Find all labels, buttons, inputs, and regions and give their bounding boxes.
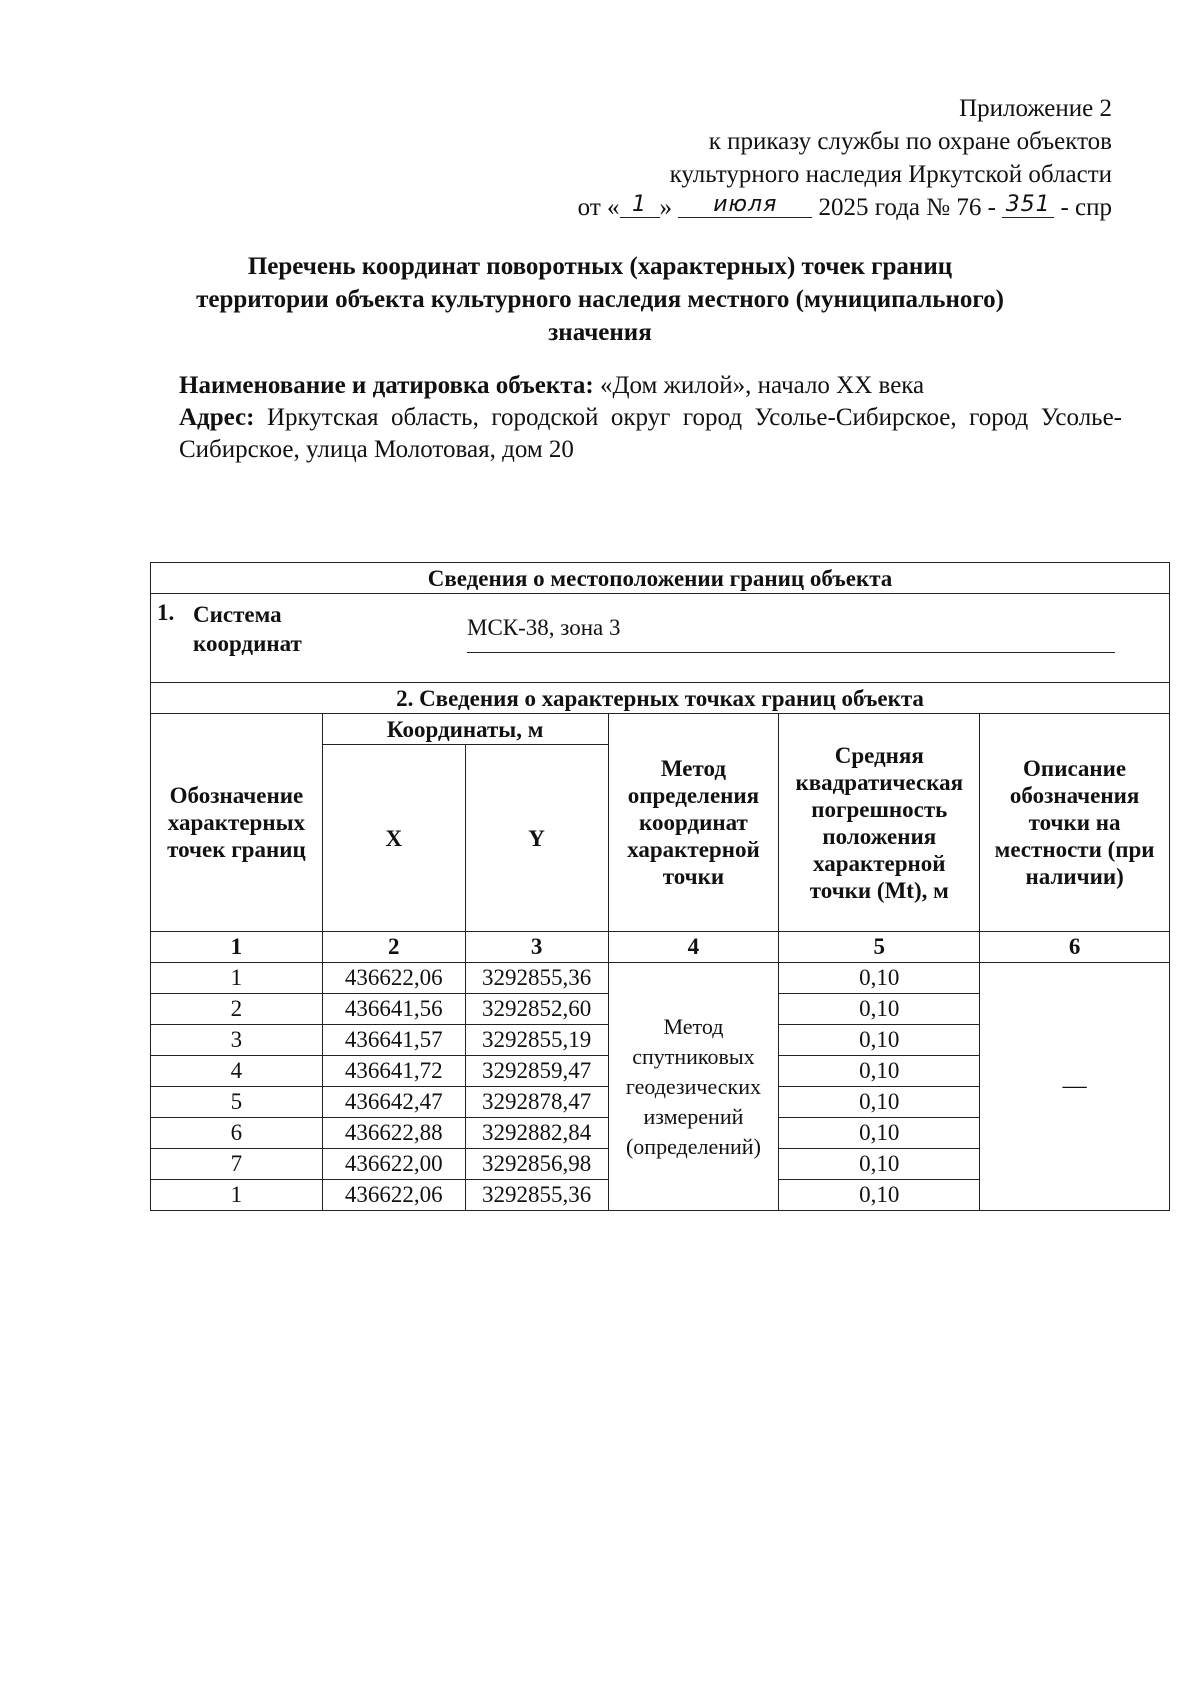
- col-number: 5: [779, 932, 980, 963]
- col-number: 1: [151, 932, 323, 963]
- accuracy-cell: 0,10: [779, 1025, 980, 1056]
- col-y-header: Y: [465, 745, 608, 932]
- point-cell: 5: [151, 1087, 323, 1118]
- date-mid: »: [659, 194, 673, 221]
- accuracy-cell: 0,10: [779, 1056, 980, 1087]
- coordinate-system-number: 1.: [157, 600, 175, 625]
- title-line-2: территории объекта культурного наследия местного (муниципального): [196, 286, 1004, 313]
- accuracy-cell: 0,10: [779, 963, 980, 994]
- col-method-header: Метод определения координат характерной точки: [608, 714, 779, 932]
- x-cell: 436622,00: [322, 1149, 465, 1180]
- x-cell: 436641,57: [322, 1025, 465, 1056]
- date-month-blank: [678, 191, 812, 218]
- order-suffix: - спр: [1060, 194, 1112, 221]
- x-cell: 436622,06: [322, 963, 465, 994]
- coordinate-system-label-2: координат: [193, 631, 302, 656]
- col-designation-header: Обозначение характерных точек границ: [151, 714, 323, 932]
- point-cell: 2: [151, 994, 323, 1025]
- col-number: 4: [608, 932, 779, 963]
- title-line-3: значения: [548, 319, 652, 346]
- order-date-line: [578, 191, 1112, 224]
- y-cell: 3292855,36: [465, 963, 608, 994]
- x-cell: 436622,06: [322, 1180, 465, 1211]
- date-day-blank: [620, 191, 660, 218]
- boundary-points-table: [150, 562, 1170, 1211]
- col-number: 6: [980, 932, 1170, 963]
- date-prefix: от «: [577, 194, 620, 221]
- y-cell: 3292852,60: [465, 994, 608, 1025]
- x-cell: 436641,56: [322, 994, 465, 1025]
- table-row: [151, 963, 1170, 994]
- order-number-blank: [1002, 191, 1054, 218]
- accuracy-cell: 0,10: [779, 994, 980, 1025]
- method-cell: Метод спутниковых геодезических измерений (определений): [608, 963, 779, 1211]
- date-month: июля: [713, 192, 778, 217]
- y-cell: 3292882,84: [465, 1118, 608, 1149]
- document-title: [150, 250, 1050, 349]
- y-cell: 3292855,19: [465, 1025, 608, 1056]
- y-cell: 3292859,47: [465, 1056, 608, 1087]
- x-cell: 436642,47: [322, 1087, 465, 1118]
- section-points-title: 2. Сведения о характерных точках границ объекта: [151, 683, 1170, 714]
- object-name-label: Наименование и датировка объекта:: [179, 372, 594, 399]
- description-cell: —: [980, 963, 1170, 1211]
- x-cell: 436641,72: [322, 1056, 465, 1087]
- col-x-header: X: [322, 745, 465, 932]
- point-cell: 1: [151, 1180, 323, 1211]
- point-cell: 6: [151, 1118, 323, 1149]
- coordinate-system-row: [151, 594, 1170, 683]
- date-year-text: 2025 года № 76 -: [818, 194, 996, 221]
- col-accuracy-header: Средняя квадратическая погрешность положения характерной точки (Mt), м: [779, 714, 980, 932]
- object-address-line: [179, 402, 1122, 466]
- object-address-value: Иркутская область, городской округ город Усолье-Сибирское, город Усолье-Сибирское, улица Молотовая, дом 20: [179, 404, 1123, 463]
- point-cell: 1: [151, 963, 323, 994]
- object-name-value: «Дом жилой», начало XX века: [599, 372, 925, 399]
- title-line-1: Перечень координат поворотных (характерных) точек границ: [247, 253, 953, 280]
- section-location-title: Сведения о местоположении границ объекта: [151, 563, 1170, 594]
- point-cell: 4: [151, 1056, 323, 1087]
- coordinate-system-label-1: Система: [193, 602, 282, 627]
- accuracy-cell: 0,10: [779, 1087, 980, 1118]
- col-coordinates-header: Координаты, м: [322, 714, 608, 745]
- coordinate-system-value: МСК-38, зона 3: [467, 612, 1115, 653]
- col-description-header: Описание обозначения точки на местности (при наличии): [980, 714, 1170, 932]
- object-address-label: Адрес:: [179, 404, 255, 431]
- object-name-line: [179, 370, 1122, 402]
- appendix-header: [578, 92, 1112, 224]
- y-cell: 3292856,98: [465, 1149, 608, 1180]
- col-number: 2: [322, 932, 465, 963]
- order-reference-line-1: к приказу службы по охране объектов: [708, 128, 1112, 155]
- y-cell: 3292878,47: [465, 1087, 608, 1118]
- accuracy-cell: 0,10: [779, 1149, 980, 1180]
- appendix-title: Приложение 2: [959, 95, 1112, 122]
- y-cell: 3292855,36: [465, 1180, 608, 1211]
- date-day: 1: [632, 192, 648, 217]
- point-cell: 7: [151, 1149, 323, 1180]
- accuracy-cell: 0,10: [779, 1180, 980, 1211]
- coordinate-system-label: [193, 600, 302, 658]
- col-number: 3: [465, 932, 608, 963]
- order-number: 351: [1005, 192, 1051, 217]
- order-reference-line-2: культурного наследия Иркутской области: [669, 161, 1112, 188]
- x-cell: 436622,88: [322, 1118, 465, 1149]
- object-info: [179, 370, 1122, 466]
- point-cell: 3: [151, 1025, 323, 1056]
- accuracy-cell: 0,10: [779, 1118, 980, 1149]
